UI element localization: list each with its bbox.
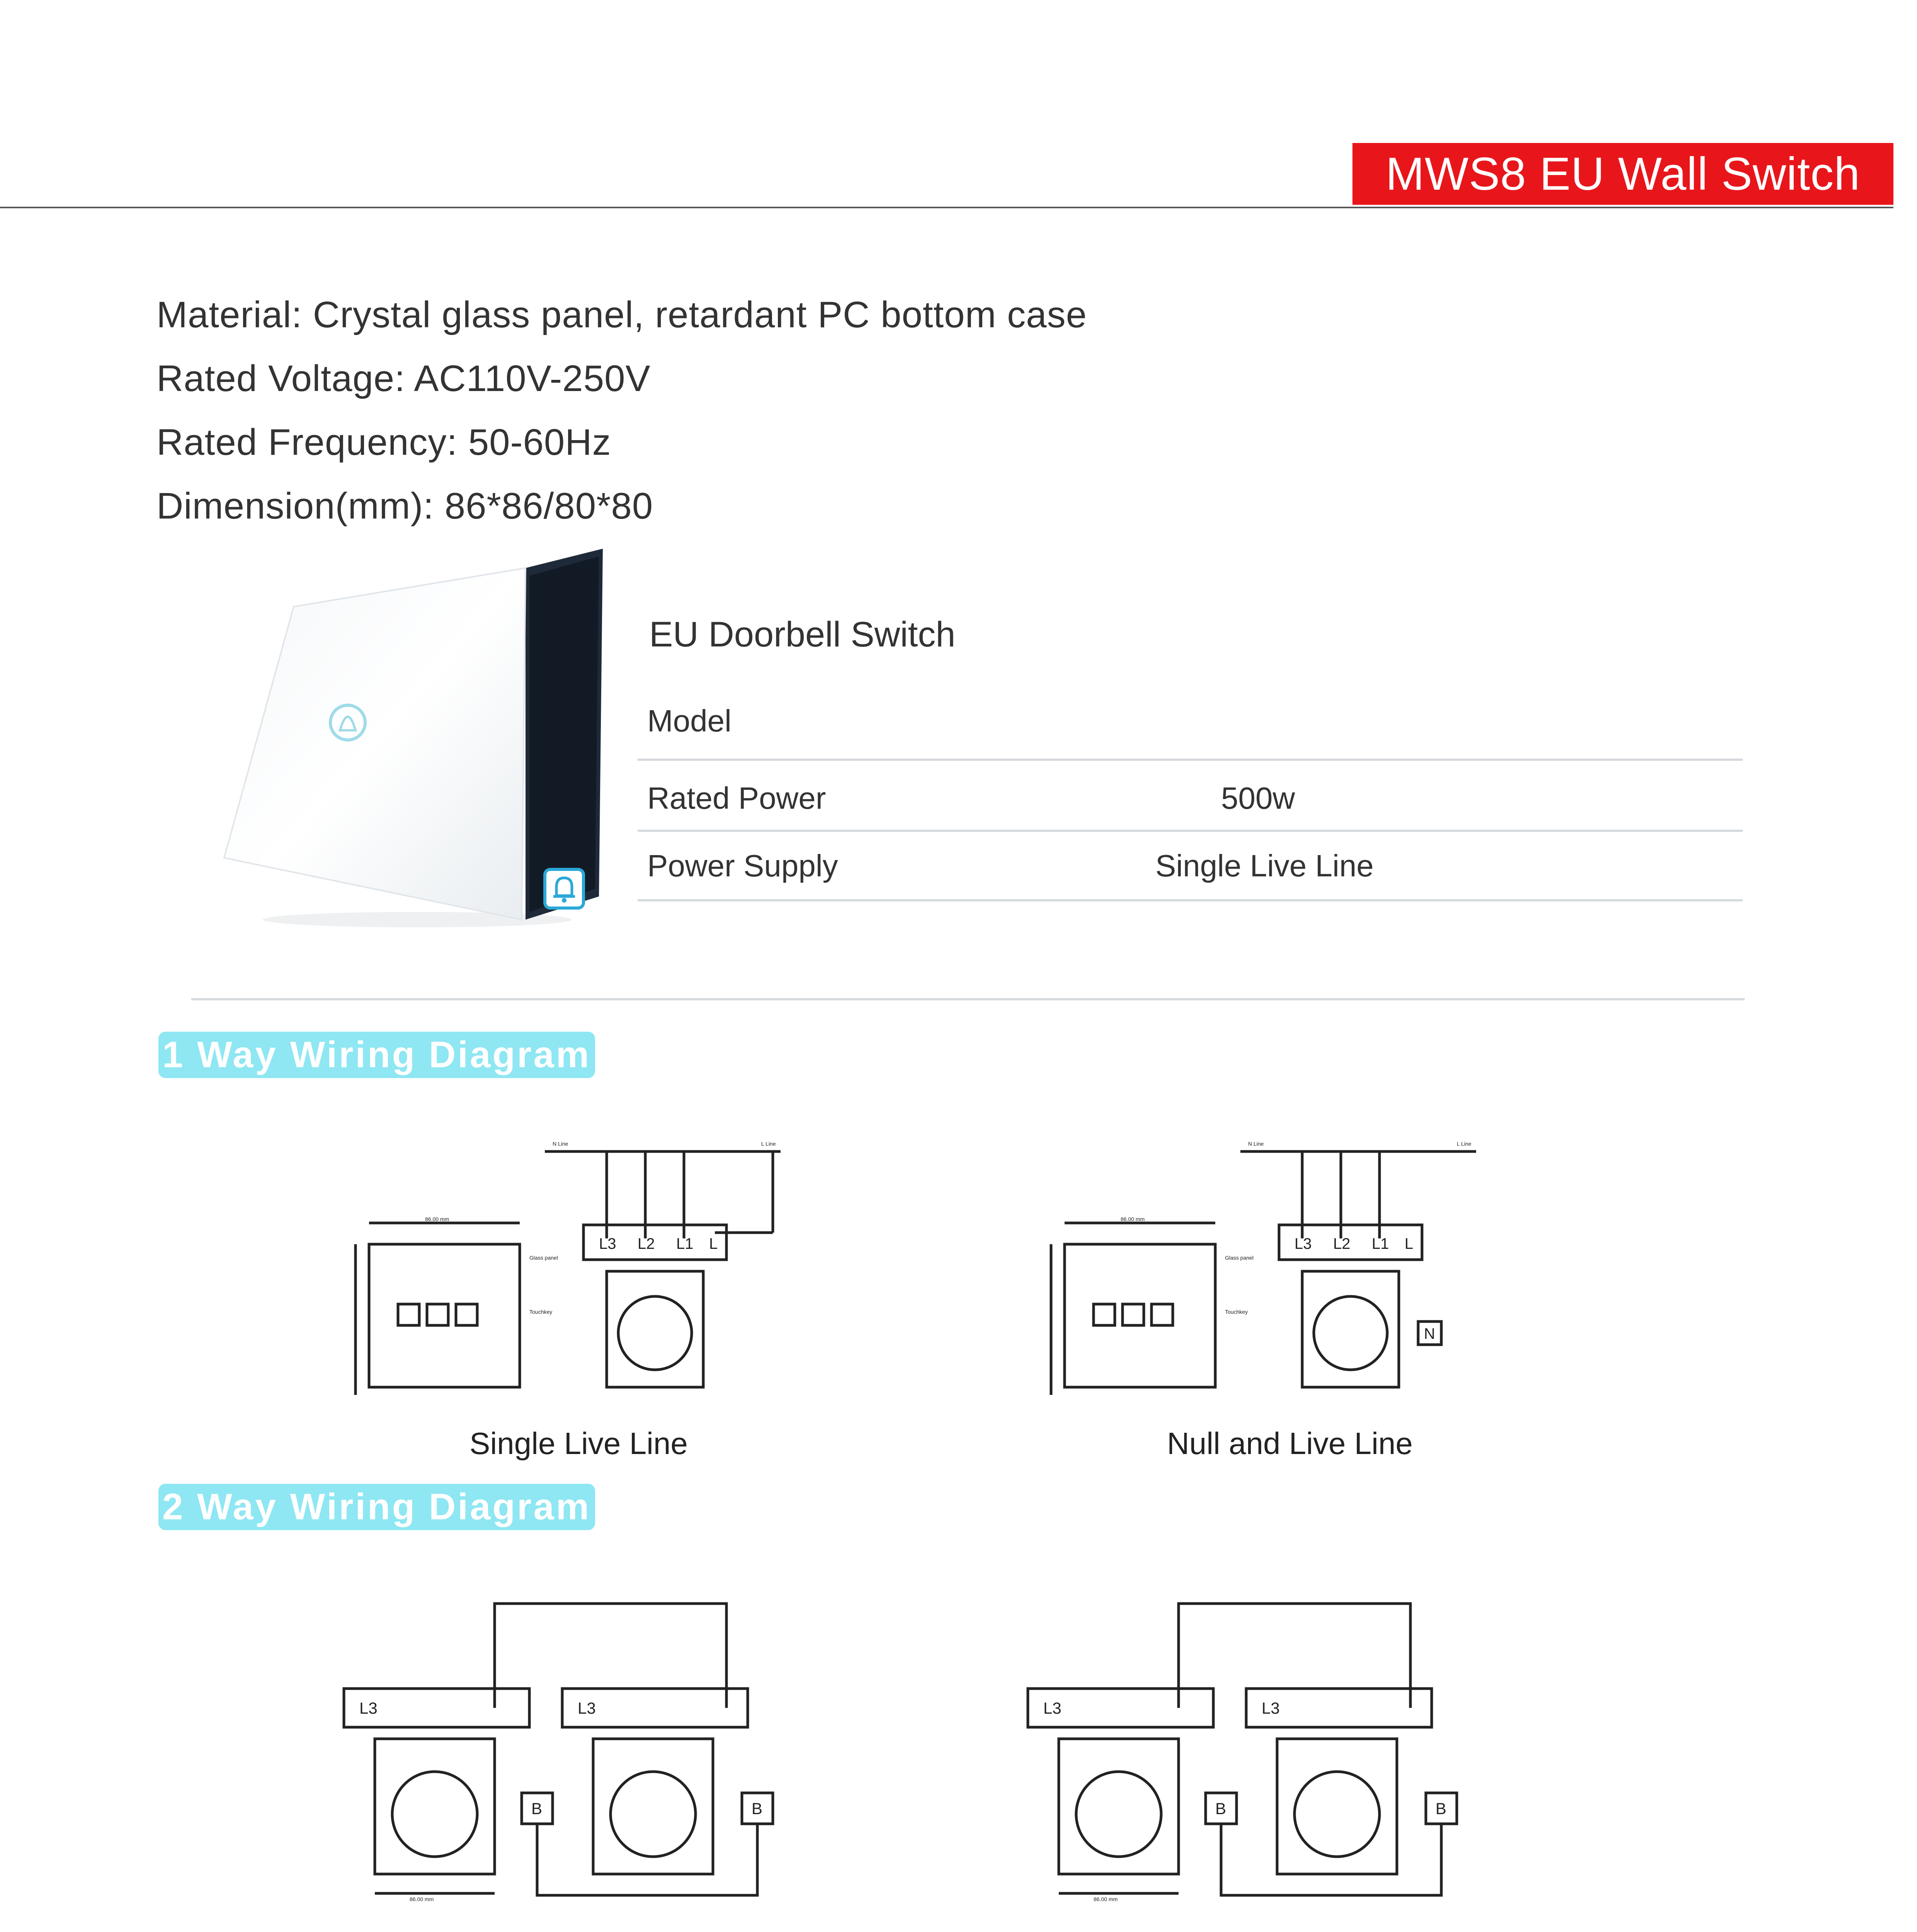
rated-power-value: 500w	[1221, 781, 1295, 815]
terminal-label: L3	[599, 1235, 616, 1252]
spec-dimension: Dimension(mm): 86*86/80*80	[156, 485, 653, 527]
caption-single-live: Single Live Line	[469, 1426, 688, 1461]
bell-terminal-label: B	[1436, 1799, 1447, 1818]
model-label: Model	[647, 704, 731, 738]
n-line-label: N Line	[1248, 1141, 1264, 1147]
section-divider	[191, 998, 1745, 1000]
neutral-terminal-label: N	[1424, 1325, 1435, 1342]
dimension-label: 86.00 mm	[1121, 1216, 1145, 1222]
dimension-label: 86.00 mm	[410, 1896, 434, 1902]
table-rule	[638, 830, 1743, 832]
terminal-label: L1	[1372, 1235, 1389, 1252]
header-rule	[0, 207, 1893, 208]
table-rule	[638, 759, 1743, 761]
section-heading-2way: 2 Way Wiring Diagram	[162, 1486, 591, 1527]
terminal-label: L3	[578, 1699, 596, 1717]
terminal-label: L	[709, 1235, 718, 1252]
terminal-label: L3	[1294, 1235, 1312, 1252]
wiring-diagram-2way-right	[1024, 1592, 1488, 1909]
terminal-label: L2	[1333, 1235, 1351, 1252]
page-title: MWS8 EU Wall Switch	[1385, 148, 1861, 200]
product-name: EU Doorbell Switch	[649, 615, 956, 654]
caption-null-live: Null and Live Line	[1167, 1426, 1413, 1461]
rated-power-label: Rated Power	[647, 781, 826, 815]
wiring-diagram-2way-left	[340, 1592, 804, 1909]
power-supply-label: Power Supply	[647, 849, 838, 883]
bell-icon	[545, 869, 583, 908]
touchkey-label: Touchkey	[529, 1309, 553, 1315]
section-heading-1way: 1 Way Wiring Diagram	[162, 1034, 591, 1075]
glass-panel-label: Glass panel	[529, 1255, 558, 1261]
terminal-label: L	[1405, 1235, 1414, 1252]
table-rule	[638, 899, 1743, 901]
l-line-label: L Line	[1457, 1141, 1471, 1147]
spec-material: Material: Crystal glass panel, retardant PC bottom case	[156, 294, 1087, 335]
wiring-diagram-single-live	[336, 1128, 819, 1422]
bell-terminal-label: B	[1215, 1799, 1226, 1818]
terminal-label: L3	[1262, 1699, 1280, 1717]
bell-terminal-label: B	[752, 1799, 763, 1818]
dimension-label: 86.00 mm	[425, 1216, 449, 1222]
terminal-label: L2	[638, 1235, 655, 1252]
product-image	[216, 549, 618, 935]
terminal-label: L1	[676, 1235, 694, 1252]
spec-voltage: Rated Voltage: AC110V-250V	[156, 358, 651, 399]
glass-panel-label: Glass panel	[1225, 1255, 1254, 1261]
spec-frequency: Rated Frequency: 50-60Hz	[156, 422, 611, 463]
terminal-label: L3	[1043, 1699, 1061, 1717]
touchkey-label: Touchkey	[1225, 1309, 1248, 1315]
dimension-label: 86.00 mm	[1094, 1896, 1118, 1902]
bell-terminal-label: B	[531, 1799, 543, 1818]
wiring-diagram-null-live	[1032, 1128, 1515, 1422]
terminal-label: L3	[359, 1699, 378, 1717]
l-line-label: L Line	[761, 1141, 776, 1147]
power-supply-value: Single Live Line	[1155, 849, 1374, 883]
n-line-label: N Line	[553, 1141, 568, 1147]
